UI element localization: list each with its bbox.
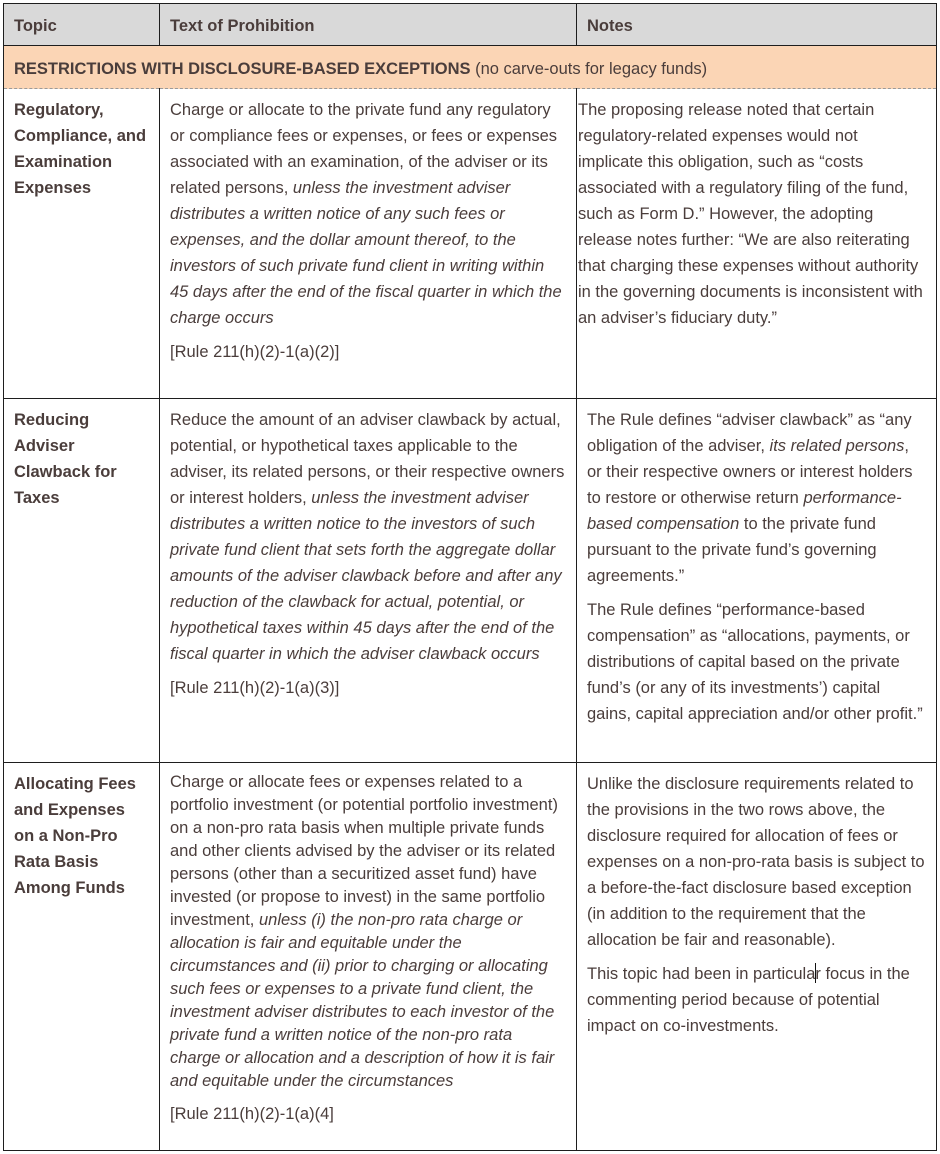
section-banner-title: RESTRICTIONS WITH DISCLOSURE-BASED EXCEPTIONS: [14, 60, 471, 78]
prohibition-cell: [160, 763, 577, 1151]
notes-paragraph-2: The Rule defines “performance-based compensation” as “allocations, payments, or distributions of capital based on the private fund’s (or any of its investments’) capital gains, capital appreciation and/or other profit.”: [587, 601, 923, 723]
section-banner-row: [4, 46, 937, 89]
notes-text: This topic had been in particula: [587, 965, 816, 983]
topic-cell: Allocating Fees and Expenses on a Non-Pro Rata Basis Among Funds: [4, 763, 160, 1151]
section-banner-subtitle: (no carve-outs for legacy funds): [475, 60, 708, 78]
rule-citation: [Rule 211(h)(2)-1(a)(2)]: [170, 343, 340, 361]
notes-text: The proposing release noted that certain regulatory-related expenses would not implicate this obligation, such as “costs associated with a regulatory filing of the fund, such as Form D.” However, the adopting release notes further: “We are also reiterating that charging these expenses without authority in the governing documents is inconsistent with an adviser’s fiduciary duty.”: [578, 101, 923, 327]
prohibition-cell: [160, 399, 577, 763]
header-row: [4, 4, 937, 46]
header-notes: Notes: [577, 4, 937, 46]
notes-text: r focus in the commenting period because of potential impact on co-investments.: [587, 965, 910, 1035]
rule-citation: [Rule 211(h)(2)-1(a)(3)]: [170, 679, 340, 697]
section-banner: [4, 46, 937, 89]
prohibition-text-plain: Charge or allocate fees or expenses related to a portfolio investment (or potential portfolio investment) on a non-pro rata basis when multiple private funds and other clients advised by the adviser or its related persons (other than a securitized asset fund) have invested (or propose to invest) in the same portfolio investment,: [170, 773, 558, 929]
prohibition-text-exception: unless the investment adviser distributes a written notice of any such fees or expenses, and the dollar amount thereof, to the investors of such private fund client in writing within 45 days after the end of the fiscal quarter in which the charge occurs: [170, 179, 562, 327]
notes-paragraph-1: [587, 407, 926, 589]
notes-paragraph-2[interactable]: [587, 961, 926, 1039]
rule-citation: [Rule 211(h)(2)-1(a)(4]: [170, 1105, 334, 1123]
notes-cell[interactable]: [577, 763, 937, 1151]
prohibition-text: [170, 771, 566, 1093]
notes-emphasis: its related persons: [769, 437, 905, 455]
notes-emphasis: performance-based compensation: [587, 489, 902, 533]
prohibition-text: [170, 97, 566, 331]
prohibition-cell: [160, 89, 577, 399]
header-topic: Topic: [4, 4, 160, 46]
table-row: [4, 763, 937, 1151]
topic-cell: Reducing Adviser Clawback for Taxes: [4, 399, 160, 763]
table-row: [4, 89, 937, 399]
notes-text: , or their respective owners or interest holders to restore or otherwise return: [587, 437, 913, 507]
notes-paragraph-1: Unlike the disclosure requirements related to the provisions in the two rows above, the disclosure required for allocation of fees or expenses on a non-pro-rata basis is subject to a before-the-fact disclosure based exception (in addition to the requirement that the allocation be fair and reasonable).: [587, 775, 925, 949]
prohibition-text-plain: Charge or allocate to the private fund any regulatory or compliance fees or expenses, or fees or expenses associated with an examination, of the adviser or its related persons,: [170, 101, 558, 197]
topic-cell: Regulatory, Compliance, and Examination Expenses: [4, 89, 160, 399]
notes-text: to the private fund pursuant to the private fund’s governing agreements.”: [587, 515, 877, 585]
prohibition-text-exception: unless (i) the non-pro rata charge or allocation is fair and equitable under the circumstances and (ii) prior to charging or allocating such fees or expenses to a private fund client, the investment adviser distributes to each investor of the private fund a written notice of the non-pro rata charge or allocation and a description of how it is fair and equitable under the circumstances: [170, 911, 555, 1090]
prohibition-text-plain: Reduce the amount of an adviser clawback by actual, potential, or hypothetical taxes applicable to the adviser, its related persons, or their respective owners or interest holders,: [170, 411, 565, 507]
prohibition-text: [170, 407, 566, 667]
prohibitions-table: [3, 3, 937, 1151]
notes-text: The Rule defines “adviser clawback” as “any obligation of the adviser,: [587, 411, 912, 455]
notes-cell: [577, 399, 937, 763]
header-text-of-prohibition: Text of Prohibition: [160, 4, 577, 46]
notes-cell: [577, 89, 937, 399]
table-row: [4, 399, 937, 763]
prohibition-text-exception: unless the investment adviser distributes a written notice to the investors of such private fund client that sets forth the aggregate dollar amounts of the adviser clawback before and after any reduction of the clawback for actual, potential, or hypothetical taxes within 45 days after the end of the fiscal quarter in which the adviser clawback occurs: [170, 489, 562, 663]
